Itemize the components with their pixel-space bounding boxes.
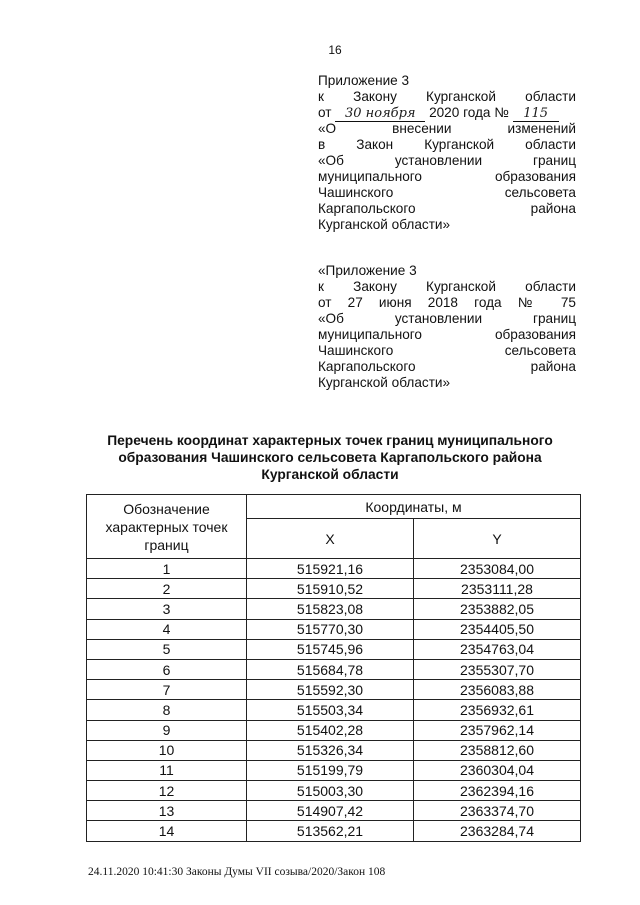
x-cell: 515003,30 xyxy=(247,781,414,801)
handwritten-law-number: 115 xyxy=(513,107,559,122)
annex-original-line: «Приложение 3 xyxy=(318,263,417,278)
table-row xyxy=(87,680,581,700)
y-cell: 2356083,88 xyxy=(414,680,581,700)
point-cell: 8 xyxy=(87,700,247,720)
annex-original-line: Каргапольского района xyxy=(318,359,576,374)
header-designation: Обозначение характерных точек границ xyxy=(87,495,247,559)
annex-original-line: «Об установлении границ xyxy=(318,311,576,326)
x-cell: 515770,30 xyxy=(247,619,414,639)
point-cell: 5 xyxy=(87,639,247,659)
y-cell: 2358812,60 xyxy=(414,740,581,760)
point-cell: 10 xyxy=(87,740,247,760)
table-row xyxy=(87,821,581,841)
point-cell: 13 xyxy=(87,801,247,821)
y-cell: 2355307,70 xyxy=(414,659,581,679)
y-cell: 2363374,70 xyxy=(414,801,581,821)
year-text: 2020 года № xyxy=(429,105,509,120)
header-x: X xyxy=(247,519,414,559)
y-cell: 2353084,00 xyxy=(414,559,581,579)
y-cell: 2363284,74 xyxy=(414,821,581,841)
y-cell: 2354405,50 xyxy=(414,619,581,639)
y-cell: 2353882,05 xyxy=(414,599,581,619)
table-row xyxy=(87,720,581,740)
table-body xyxy=(87,559,581,842)
point-cell: 12 xyxy=(87,781,247,801)
y-cell: 2353111,28 xyxy=(414,579,581,599)
table-row xyxy=(87,760,581,780)
x-cell: 513562,21 xyxy=(247,821,414,841)
annex-date-line xyxy=(318,105,576,121)
date-prefix: от xyxy=(318,105,332,120)
y-cell: 2354763,04 xyxy=(414,639,581,659)
document-title xyxy=(80,432,580,483)
table-row xyxy=(87,700,581,720)
table-row xyxy=(87,659,581,679)
annex-line: «Об установлении границ xyxy=(318,153,576,168)
x-cell: 515823,08 xyxy=(247,599,414,619)
header-y: Y xyxy=(414,519,581,559)
annex-title: Приложение 3 xyxy=(318,73,410,88)
annex-line: Каргапольского района xyxy=(318,201,576,216)
annex-original-line: Курганской области» xyxy=(318,375,451,390)
page-number: 16 xyxy=(328,43,342,57)
header-coordinates: Координаты, м xyxy=(247,495,581,519)
point-cell: 11 xyxy=(87,760,247,780)
table-row xyxy=(87,559,581,579)
y-cell: 2356932,61 xyxy=(414,700,581,720)
handwritten-date: 30 ноября xyxy=(335,107,425,122)
annex-law-line: к Закону Курганской области xyxy=(318,89,576,104)
x-cell: 515503,34 xyxy=(247,700,414,720)
annex-original-line: Чашинского сельсовета xyxy=(318,343,576,358)
x-cell: 515402,28 xyxy=(247,720,414,740)
y-cell: 2357962,14 xyxy=(414,720,581,740)
point-cell: 1 xyxy=(87,559,247,579)
point-cell: 3 xyxy=(87,599,247,619)
annex-original-line: к Закону Курганской области xyxy=(318,279,576,294)
y-cell: 2360304,04 xyxy=(414,760,581,780)
x-cell: 515910,52 xyxy=(247,579,414,599)
title-line: Курганской области xyxy=(261,467,399,482)
x-cell: 515199,79 xyxy=(247,760,414,780)
footer-stamp: 24.11.2020 10:41:30 Законы Думы VII созыва/2020/Закон 108 xyxy=(88,866,386,878)
x-cell: 515684,78 xyxy=(247,659,414,679)
table-row xyxy=(87,599,581,619)
table-row xyxy=(87,579,581,599)
x-cell: 515592,30 xyxy=(247,680,414,700)
x-cell: 515921,16 xyxy=(247,559,414,579)
annex-current-header xyxy=(318,73,576,233)
y-cell: 2362394,16 xyxy=(414,781,581,801)
point-cell: 7 xyxy=(87,680,247,700)
annex-line: «О внесении изменений xyxy=(318,121,576,136)
x-cell: 514907,42 xyxy=(247,801,414,821)
point-cell: 6 xyxy=(87,659,247,679)
title-line: Перечень координат характерных точек границ муниципального xyxy=(107,433,553,448)
annex-original-line: от 27 июня 2018 года № 75 xyxy=(318,295,576,310)
coordinates-table xyxy=(86,494,581,842)
annex-line: в Закон Курганской области xyxy=(318,137,576,152)
table-row xyxy=(87,801,581,821)
point-cell: 14 xyxy=(87,821,247,841)
title-line: образования Чашинского сельсовета Каргапольского района xyxy=(118,450,542,465)
x-cell: 515745,96 xyxy=(247,639,414,659)
table-row xyxy=(87,619,581,639)
annex-line: Курганской области» xyxy=(318,217,451,232)
annex-line: муниципального образования xyxy=(318,169,576,184)
point-cell: 4 xyxy=(87,619,247,639)
table-row xyxy=(87,781,581,801)
point-cell: 2 xyxy=(87,579,247,599)
x-cell: 515326,34 xyxy=(247,740,414,760)
table-row xyxy=(87,639,581,659)
annex-line: Чашинского сельсовета xyxy=(318,185,576,200)
annex-original-line: муниципального образования xyxy=(318,327,576,342)
annex-original-header xyxy=(318,263,576,391)
point-cell: 9 xyxy=(87,720,247,740)
table-row xyxy=(87,740,581,760)
